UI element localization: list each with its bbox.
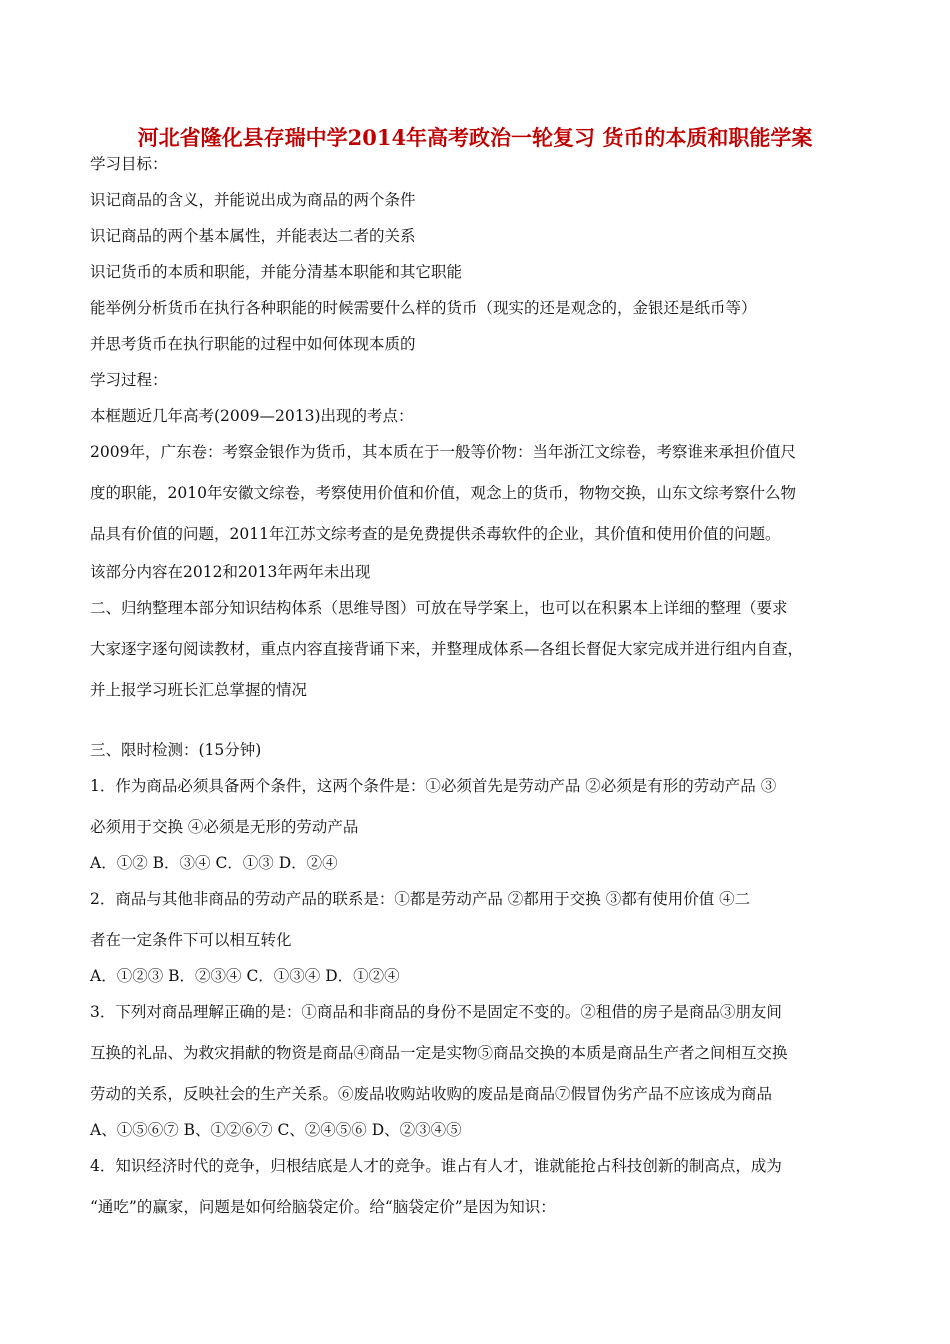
text-line: 识记商品的两个基本属性，并能表达二者的关系 xyxy=(90,227,416,245)
text-line: 互换的礼品、为救灾捐献的物资是商品④商品一定是实物⑤商品交换的本质是商品生产者之间相互交换 xyxy=(90,1044,788,1062)
text-line: 三、限时检测：(15分钟) xyxy=(90,741,262,759)
text-line: 3．下列对商品理解正确的是：①商品和非商品的身份不是固定不变的。②租借的房子是商品③朋友间 xyxy=(90,1003,782,1021)
text-line: “通吃”的赢家，问题是如何给脑袋定价。给“脑袋定价”是因为知识： xyxy=(90,1198,556,1216)
text-line: 1．作为商品必须具备两个条件，这两个条件是：①必须首先是劳动产品 ②必须是有形的劳动产品 ③ xyxy=(90,777,777,795)
text-line: A、①⑤⑥⑦ B、①②⑥⑦ C、②④⑤⑥ D、②③④⑤ xyxy=(90,1121,462,1139)
text-line: 必须用于交换 ④必须是无形的劳动产品 xyxy=(90,818,359,836)
text-line: 识记商品的含义，并能说出成为商品的两个条件 xyxy=(90,191,416,209)
text-line: 4．知识经济时代的竞争，归根结底是人才的竞争。谁占有人才，谁就能抢占科技创新的制高点，成为 xyxy=(90,1157,782,1175)
document-title: 河北省隆化县存瑞中学2014年高考政治一轮复习 货币的本质和职能学案 xyxy=(137,125,813,150)
text-line: 学习过程： xyxy=(90,371,168,389)
text-line: 2009年，广东卷：考察金银作为货币，其本质在于一般等价物：当年浙江文综卷，考察谁来承担价值尺 xyxy=(90,443,796,461)
text-line: 2．商品与其他非商品的劳动产品的联系是：①都是劳动产品 ②都用于交换 ③都有使用价值 ④二 xyxy=(90,890,751,908)
text-line: 者在一定条件下可以相互转化 xyxy=(90,931,292,949)
text-line: 识记货币的本质和职能，并能分清基本职能和其它职能 xyxy=(90,263,463,281)
text-line: 品具有价值的问题，2011年江苏文综考查的是免费提供杀毒软件的企业，其价值和使用价值的问题。 xyxy=(90,525,781,543)
text-line: 本框题近几年高考(2009—2013)出现的考点： xyxy=(90,407,414,425)
text-line: 并上报学习班长汇总掌握的情况 xyxy=(90,681,308,699)
text-line: 度的职能，2010年安徽文综卷，考察使用价值和价值，观念上的货币，物物交换，山东文综考察什么物 xyxy=(90,484,796,502)
text-line: 大家逐字逐句阅读教材，重点内容直接背诵下来，并整理成体系—各组长督促大家完成并进行组内自查， xyxy=(90,640,804,658)
text-line: 该部分内容在2012和2013年两年未出现 xyxy=(90,563,371,581)
text-line: A．①②③ B．②③④ C．①③④ D．①②④ xyxy=(90,967,400,985)
text-line: 并思考货币在执行职能的过程中如何体现本质的 xyxy=(90,335,416,353)
text-line: 学习目标： xyxy=(90,155,168,173)
text-line: 劳动的关系，反映社会的生产关系。⑥废品收购站收购的废品是商品⑦假冒伪劣产品不应该成为商品 xyxy=(90,1085,773,1103)
text-line: A．①② B．③④ C．①③ D．②④ xyxy=(90,854,338,872)
text-line: 能举例分析货币在执行各种职能的时候需要什么样的货币（现实的还是观念的，金银还是纸币等） xyxy=(90,299,757,317)
text-line: 二、归纳整理本部分知识结构体系（思维导图）可放在导学案上，也可以在积累本上详细的整理（要求 xyxy=(90,599,788,617)
